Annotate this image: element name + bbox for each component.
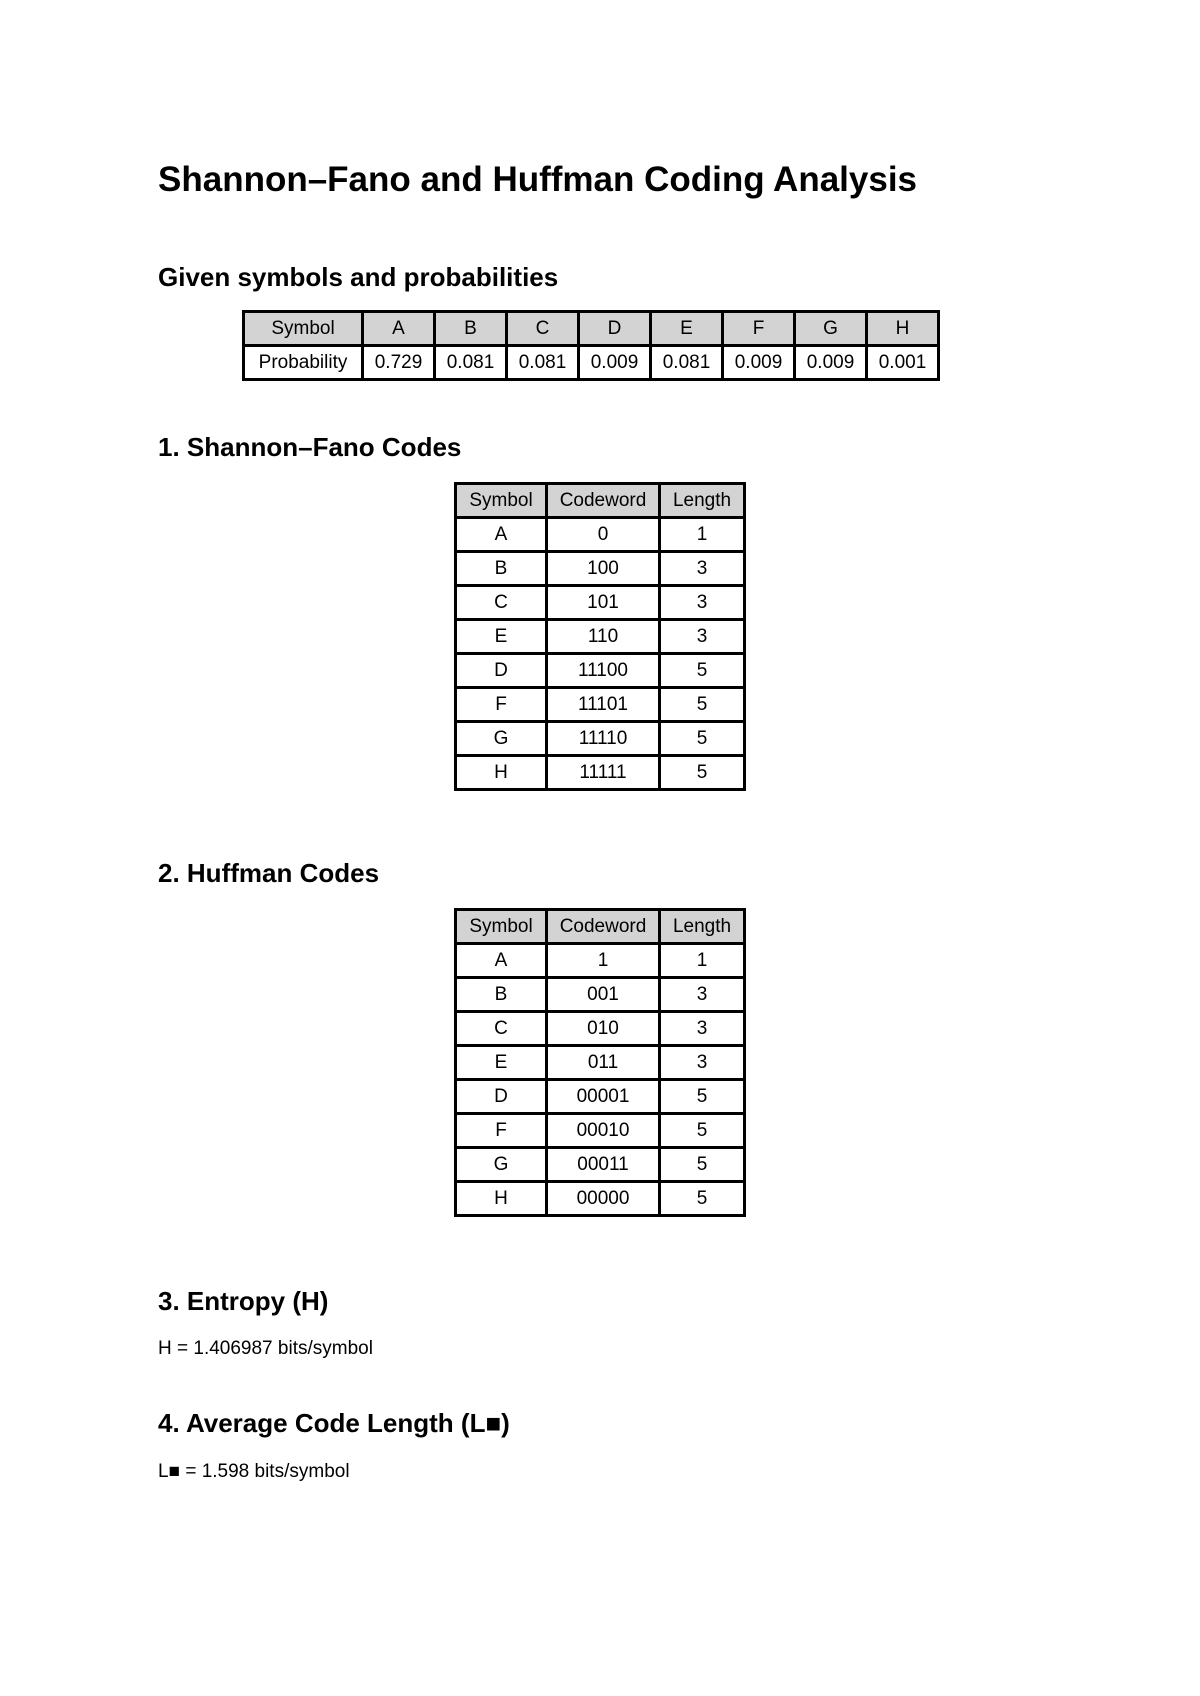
symbol-cell: F bbox=[723, 312, 795, 346]
entropy-value: H = 1.406987 bits/symbol bbox=[158, 1338, 373, 1359]
column-header-length: Length bbox=[660, 910, 745, 944]
symbol-row-label: Symbol bbox=[244, 312, 363, 346]
codeword-cell: 11111 bbox=[547, 756, 660, 790]
column-header-length: Length bbox=[660, 484, 745, 518]
codeword-cell: 010 bbox=[547, 1012, 660, 1046]
symbol-cell: G bbox=[795, 312, 867, 346]
table-row bbox=[456, 688, 745, 722]
codeword-cell: 011 bbox=[547, 1046, 660, 1080]
symbol-cell: A bbox=[363, 312, 435, 346]
symbol-cell: G bbox=[456, 722, 547, 756]
table-row bbox=[456, 1046, 745, 1080]
symbol-cell: G bbox=[456, 1148, 547, 1182]
length-cell: 3 bbox=[660, 552, 745, 586]
length-cell: 5 bbox=[660, 688, 745, 722]
symbol-cell: F bbox=[456, 688, 547, 722]
column-header-symbol: Symbol bbox=[456, 910, 547, 944]
length-cell: 3 bbox=[660, 1012, 745, 1046]
column-header-codeword: Codeword bbox=[547, 910, 660, 944]
codeword-cell: 11101 bbox=[547, 688, 660, 722]
table-row bbox=[456, 756, 745, 790]
probability-row-label: Probability bbox=[244, 346, 363, 380]
codeword-cell: 00000 bbox=[547, 1182, 660, 1216]
length-cell: 1 bbox=[660, 944, 745, 978]
probability-cell: 0.009 bbox=[723, 346, 795, 380]
length-cell: 3 bbox=[660, 620, 745, 654]
length-cell: 3 bbox=[660, 1046, 745, 1080]
symbol-cell: B bbox=[435, 312, 507, 346]
column-header-codeword: Codeword bbox=[547, 484, 660, 518]
symbol-cell: H bbox=[456, 1182, 547, 1216]
length-cell: 5 bbox=[660, 1182, 745, 1216]
average-length-value: L■ = 1.598 bits/symbol bbox=[158, 1461, 350, 1482]
codeword-cell: 100 bbox=[547, 552, 660, 586]
symbol-cell: E bbox=[456, 1046, 547, 1080]
length-cell: 5 bbox=[660, 1080, 745, 1114]
probability-table bbox=[242, 310, 940, 381]
table-header-row bbox=[456, 910, 745, 944]
table-row bbox=[456, 978, 745, 1012]
probability-cell: 0.081 bbox=[651, 346, 723, 380]
table-row bbox=[456, 1182, 745, 1216]
symbol-cell: B bbox=[456, 978, 547, 1012]
length-cell: 3 bbox=[660, 586, 745, 620]
table-row bbox=[456, 586, 745, 620]
table-row bbox=[456, 722, 745, 756]
symbol-cell: C bbox=[456, 586, 547, 620]
length-cell: 5 bbox=[660, 1114, 745, 1148]
table-row bbox=[456, 1012, 745, 1046]
table-row bbox=[456, 654, 745, 688]
length-cell: 5 bbox=[660, 722, 745, 756]
symbol-cell: F bbox=[456, 1114, 547, 1148]
length-cell: 3 bbox=[660, 978, 745, 1012]
codeword-cell: 001 bbox=[547, 978, 660, 1012]
symbol-cell: C bbox=[507, 312, 579, 346]
table-row bbox=[456, 1148, 745, 1182]
huffman-heading: 2. Huffman Codes bbox=[158, 858, 380, 888]
symbol-cell: A bbox=[456, 518, 547, 552]
probability-cell: 0.009 bbox=[795, 346, 867, 380]
given-heading: Given symbols and probabilities bbox=[158, 262, 559, 292]
codeword-cell: 11110 bbox=[547, 722, 660, 756]
symbol-cell: H bbox=[867, 312, 939, 346]
length-cell: 5 bbox=[660, 756, 745, 790]
huffman-table bbox=[454, 908, 746, 1217]
table-row bbox=[456, 620, 745, 654]
symbol-cell: H bbox=[456, 756, 547, 790]
codeword-cell: 1 bbox=[547, 944, 660, 978]
shannon-fano-table bbox=[454, 482, 746, 791]
symbol-cell: D bbox=[579, 312, 651, 346]
symbol-cell: A bbox=[456, 944, 547, 978]
symbol-cell: E bbox=[651, 312, 723, 346]
codeword-cell: 00010 bbox=[547, 1114, 660, 1148]
probability-cell: 0.081 bbox=[507, 346, 579, 380]
symbol-cell: D bbox=[456, 1080, 547, 1114]
length-cell: 1 bbox=[660, 518, 745, 552]
table-row bbox=[456, 1114, 745, 1148]
symbol-cell: D bbox=[456, 654, 547, 688]
probability-cell: 0.009 bbox=[579, 346, 651, 380]
table-row bbox=[456, 518, 745, 552]
column-header-symbol: Symbol bbox=[456, 484, 547, 518]
table-row bbox=[456, 1080, 745, 1114]
probability-cell: 0.729 bbox=[363, 346, 435, 380]
codeword-cell: 110 bbox=[547, 620, 660, 654]
symbol-row bbox=[244, 312, 939, 346]
table-row bbox=[456, 944, 745, 978]
codeword-cell: 0 bbox=[547, 518, 660, 552]
codeword-cell: 101 bbox=[547, 586, 660, 620]
entropy-heading: 3. Entropy (H) bbox=[158, 1286, 329, 1316]
length-cell: 5 bbox=[660, 654, 745, 688]
codeword-cell: 11100 bbox=[547, 654, 660, 688]
symbol-cell: C bbox=[456, 1012, 547, 1046]
symbol-cell: B bbox=[456, 552, 547, 586]
codeword-cell: 00001 bbox=[547, 1080, 660, 1114]
shannon-fano-heading: 1. Shannon–Fano Codes bbox=[158, 432, 462, 462]
average-length-heading: 4. Average Code Length (L■) bbox=[158, 1408, 510, 1438]
table-row bbox=[456, 552, 745, 586]
probability-cell: 0.081 bbox=[435, 346, 507, 380]
table-header-row bbox=[456, 484, 745, 518]
length-cell: 5 bbox=[660, 1148, 745, 1182]
probability-row bbox=[244, 346, 939, 380]
probability-cell: 0.001 bbox=[867, 346, 939, 380]
symbol-cell: E bbox=[456, 620, 547, 654]
codeword-cell: 00011 bbox=[547, 1148, 660, 1182]
page-title: Shannon–Fano and Huffman Coding Analysis bbox=[158, 160, 918, 199]
